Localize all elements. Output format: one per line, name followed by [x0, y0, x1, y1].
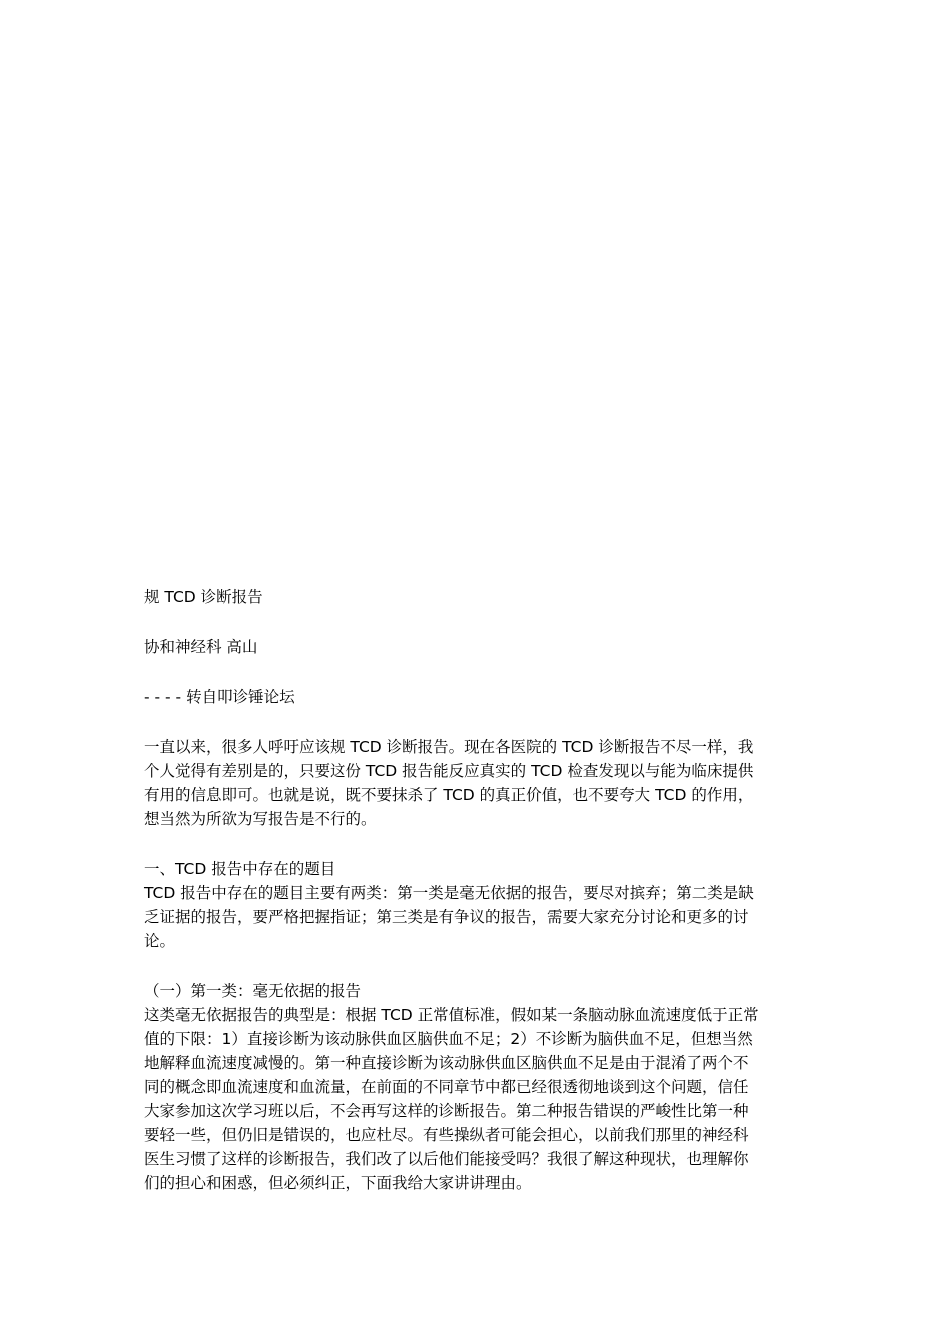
- paragraph-line: TCD 报告中存在的题目主要有两类：第一类是毫无依据的报告，要尽对摈弃；第二类是缺: [144, 884, 754, 902]
- paragraph-line: 医生习惯了这样的诊断报告，我们改了以后他们能接受吗？我很了解这种现状，也理解你: [144, 1150, 749, 1168]
- paragraph-line: 论。: [144, 932, 176, 950]
- paragraph-line: 个人觉得有差别是的，只要这份 TCD 报告能反应真实的 TCD 检查发现以与能为临床提供: [144, 762, 754, 780]
- paragraph-line: 同的概念即血流速度和血流量，在前面的不同章节中都已经很透彻地谈到这个问题，信任: [144, 1078, 749, 1096]
- document-title: 规 TCD 诊断报告: [144, 588, 263, 606]
- paragraph-line: 们的担心和困惑，但必须纠正，下面我给大家讲讲理由。: [144, 1174, 532, 1192]
- paragraph-line: 地解释血流速度减慢的。第一种直接诊断为该动脉供血区脑供血不足是由于混淆了两个不: [144, 1054, 749, 1072]
- paragraph-line: 有用的信息即可。也就是说，既不要抹杀了 TCD 的真正价值，也不要夸大 TCD 的作用，: [144, 786, 754, 804]
- section-heading: 一、TCD 报告中存在的题目: [144, 860, 336, 878]
- paragraph-line: 要轻一些，但仍旧是错误的，也应杜尽。有些操纵者可能会担心，以前我们那里的神经科: [144, 1126, 749, 1144]
- paragraph-line: 这类毫无依据报告的典型是：根据 TCD 正常值标准，假如某一条脑动脉血流速度低于正常: [144, 1006, 759, 1024]
- subsection-heading: （一）第一类：毫无依据的报告: [144, 982, 362, 1000]
- paragraph-line: 值的下限：1）直接诊断为该动脉供血区脑供血不足；2）不诊断为脑供血不足，但想当然: [144, 1030, 753, 1048]
- source-line: - - - - 转自叩诊锤论坛: [144, 688, 295, 706]
- paragraph-line: 一直以来，很多人呼吁应该规 TCD 诊断报告。现在各医院的 TCD 诊断报告不尽一样，我: [144, 738, 754, 756]
- paragraph-line: 想当然为所欲为写报告是不行的。: [144, 810, 377, 828]
- paragraph-line: 大家参加这次学习班以后，不会再写这样的诊断报告。第二种报告错误的严峻性比第一种: [144, 1102, 749, 1120]
- author-line: 协和神经科 高山: [144, 638, 258, 656]
- paragraph-line: 乏证据的报告，要严格把握指证；第三类是有争议的报告，需要大家充分讨论和更多的讨: [144, 908, 749, 926]
